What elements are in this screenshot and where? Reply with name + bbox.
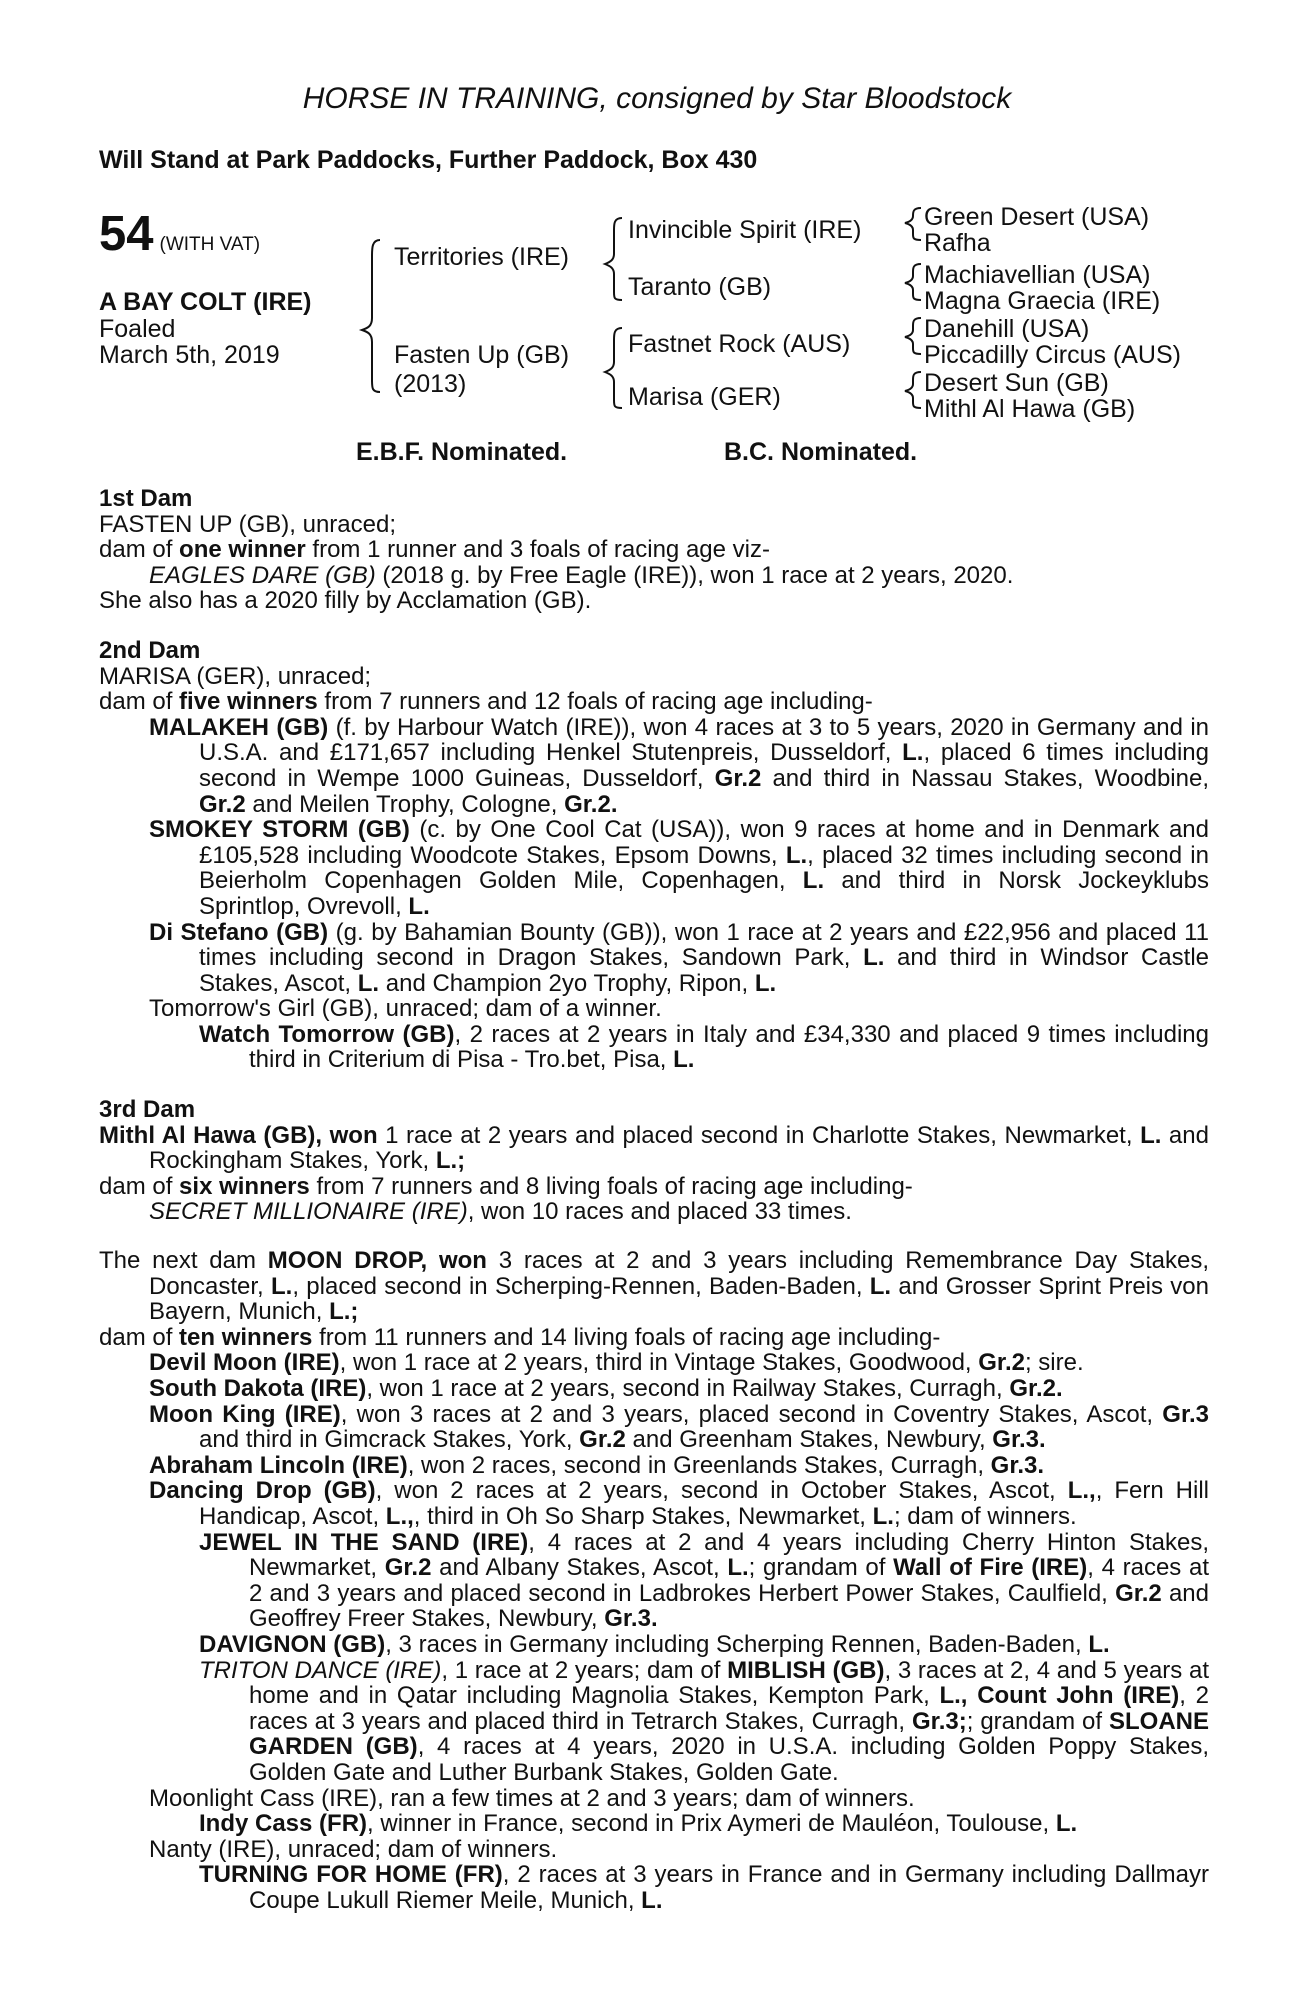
dam-sire-sire: Danehill (USA): [924, 315, 1090, 343]
sire-dam-dam: Magna Graecia (IRE): [924, 287, 1161, 315]
dam: Fasten Up (GB): [394, 341, 570, 369]
sire-sire-sire: Green Desert (USA): [924, 203, 1150, 231]
entry-turning-for-home: TURNING FOR HOME (FR), 2 races at 3 years in France and in Germany including Dallmayr Coupe Lukull Riemer Meile, Munich, L.: [199, 1861, 1209, 1914]
dam-sire: Fastnet Rock (AUS): [628, 330, 851, 358]
lot-description: A BAY COLT (IRE): [99, 288, 312, 316]
entry-devil-moon: Devil Moon (IRE), won 1 race at 2 years, third in Vintage Stakes, Goodwood, Gr.2; sire.: [149, 1349, 1084, 1377]
next-dam-produce-line: dam of ten winners from 11 runners and 14 living foals of racing age including-: [99, 1323, 941, 1351]
second-dam-produce-line: dam of five winners from 7 runners and 12 foals of racing age including-: [99, 688, 873, 716]
entry-nanty: Nanty (IRE), unraced; dam of winners.: [149, 1835, 558, 1863]
sire-dam-sire: Machiavellian (USA): [924, 261, 1151, 289]
catalogue-notes: [99, 486, 1209, 1913]
sire-sire: Invincible Spirit (IRE): [628, 216, 862, 244]
sire: Territories (IRE): [394, 243, 570, 271]
stand-location: Will Stand at Park Paddocks, Further Paddock, Box 430: [99, 146, 758, 174]
entry-davignon: DAVIGNON (GB), 3 races in Germany including Scherping Rennen, Baden-Baden, L.: [199, 1630, 1110, 1658]
entry-jewel-in-the-sand: JEWEL IN THE SAND (IRE), 4 races at 2 and 4 years including Cherry Hinton Stakes, Newmarket, Gr.2 and Albany Stakes, Ascot, L.; grandam of Wall of Fire (IRE), 4 races at 2 and 3 years and placed second in Ladbrokes Herbert Power Stakes, Caulfield, Gr.2 and Geoffrey Freer Stakes, Newbury, Gr.3.: [199, 1528, 1210, 1633]
next-dam-line: The next dam MOON DROP, won 3 races at 2 and 3 years including Remembrance Day Stakes, Doncaster, L., placed second in Scherping-Rennen, Baden-Baden, L. and Grosser Sprint Preis von Bayern, Munich, L.;: [99, 1247, 1209, 1326]
bc-nomination: B.C. Nominated.: [724, 438, 918, 466]
entry-moonlight-cass: Moonlight Cass (IRE), ran a few times at 2 and 3 years; dam of winners.: [149, 1784, 915, 1812]
first-dam-heading: 1st Dam: [99, 485, 193, 512]
second-dam-heading: 2nd Dam: [99, 636, 201, 664]
foaled-date: March 5th, 2019: [99, 341, 280, 369]
first-dam-line: FASTEN UP (GB), unraced;: [99, 510, 396, 538]
page-title: HORSE IN TRAINING, consigned by Star Bloodstock: [302, 82, 1012, 115]
third-dam-produce-line: dam of six winners from 7 runners and 8 living foals of racing age including-: [99, 1172, 913, 1200]
entry-malakeh: MALAKEH (GB) (f. by Harbour Watch (IRE)), won 4 races at 3 to 5 years, 2020 in Germany and in U.S.A. and £171,657 including Henkel Stutenpreis, Dusseldorf, L., placed 6 times including second in Wempe 1000 Guineas, Dusseldorf, Gr.2 and third in Nassau Stakes, Woodbine, Gr.2 and Meilen Trophy, Cologne, Gr.2.: [149, 713, 1210, 818]
entry-abraham-lincoln: Abraham Lincoln (IRE), won 2 races, second in Greenlands Stakes, Curragh, Gr.3.: [149, 1451, 1045, 1479]
entry-smokey-storm: SMOKEY STORM (GB) (c. by One Cool Cat (USA)), won 9 races at home and in Denmark and £105,528 including Woodcote Stakes, Epsom Downs, L., placed 32 times including second in Beierholm Copenhagen Golden Mile, Copenhagen, L. and third in Norsk Jockeyklubs Sprintlop, Ovrevoll, L.: [149, 816, 1209, 920]
lot-number: 54: [99, 207, 154, 261]
entry-dancing-drop: Dancing Drop (GB), won 2 races at 2 years, second in October Stakes, Ascot, L.,, Fern Hill Handicap, Ascot, L.,, third in Oh So Sharp Stakes, Newmarket, L.; dam of winners.: [149, 1477, 1209, 1530]
dam-dam: Marisa (GER): [628, 383, 781, 411]
dam-dam-sire: Desert Sun (GB): [924, 369, 1109, 397]
entry-watch-tomorrow: Watch Tomorrow (GB), 2 races at 2 years in Italy and £34,330 and placed 9 times including third in Criterium di Pisa - Tro.bet, Pisa, L.: [199, 1020, 1209, 1074]
sire-dam: Taranto (GB): [628, 273, 772, 301]
third-dam-heading: 3rd Dam: [99, 1096, 196, 1124]
ebf-nomination: E.B.F. Nominated.: [356, 438, 568, 466]
entry-tomorrows-girl: Tomorrow's Girl (GB), unraced; dam of a winner.: [149, 995, 662, 1023]
third-dam-line: Mithl Al Hawa (GB), won 1 race at 2 years and placed second in Charlotte Stakes, Newmarket, L. and Rockingham Stakes, York, L.;: [99, 1121, 1209, 1175]
entry-south-dakota: South Dakota (IRE), won 1 race at 2 years, second in Railway Stakes, Curragh, Gr.2.: [149, 1375, 1063, 1402]
dam-year: (2013): [394, 370, 467, 398]
dam-sire-dam: Piccadilly Circus (AUS): [924, 341, 1181, 369]
dam-dam-dam: Mithl Al Hawa (GB): [924, 395, 1136, 423]
entry-secret-millionaire: SECRET MILLIONAIRE (IRE), won 10 races and placed 33 times.: [149, 1198, 852, 1226]
entry-triton-dance: TRITON DANCE (IRE), 1 race at 2 years; dam of MIBLISH (GB), 3 races at 2, 4 and 5 years at home and in Qatar including Magnolia Stakes, Kempton Park, L., Count John (IRE), 2 races at 3 years and placed third in Tetrarch Stakes, Curragh, Gr.3;; grandam of SLOANE GARDEN (GB), 4 races at 4 years, 2020 in U.S.A. including Golden Poppy Stakes, Golden Gate and Luther Burbank Stakes, Golden Gate.: [199, 1656, 1210, 1786]
first-dam-note: She also has a 2020 filly by Acclamation (GB).: [99, 587, 592, 615]
first-dam-produce-line: dam of one winner from 1 runner and 3 foals of racing age viz-: [99, 536, 770, 564]
foaled-label: Foaled: [99, 315, 176, 343]
first-dam-runner: EAGLES DARE (GB) (2018 g. by Free Eagle (IRE)), won 1 race at 2 years, 2020.: [149, 561, 1014, 589]
entry-moon-king: Moon King (IRE), won 3 races at 2 and 3 years, placed second in Coventry Stakes, Ascot, Gr.3 and third in Gimcrack Stakes, York, Gr.2 and Greenham Stakes, Newbury, Gr.3.: [149, 1400, 1209, 1454]
sire-sire-dam: Rafha: [924, 229, 991, 257]
entry-indy-cass: Indy Cass (FR), winner in France, second in Prix Aymeri de Mauléon, Toulouse, L.: [199, 1810, 1078, 1838]
second-dam-line: MARISA (GER), unraced;: [99, 662, 372, 690]
vat-label: (WITH VAT): [159, 234, 261, 255]
entry-di-stefano: Di Stefano (GB) (g. by Bahamian Bounty (GB)), won 1 race at 2 years and £22,956 and placed 11 times including second in Dragon Stakes, Sandown Park, L. and third in Windsor Castle Stakes, Ascot, L. and Champion 2yo Trophy, Ripon, L.: [149, 918, 1210, 997]
